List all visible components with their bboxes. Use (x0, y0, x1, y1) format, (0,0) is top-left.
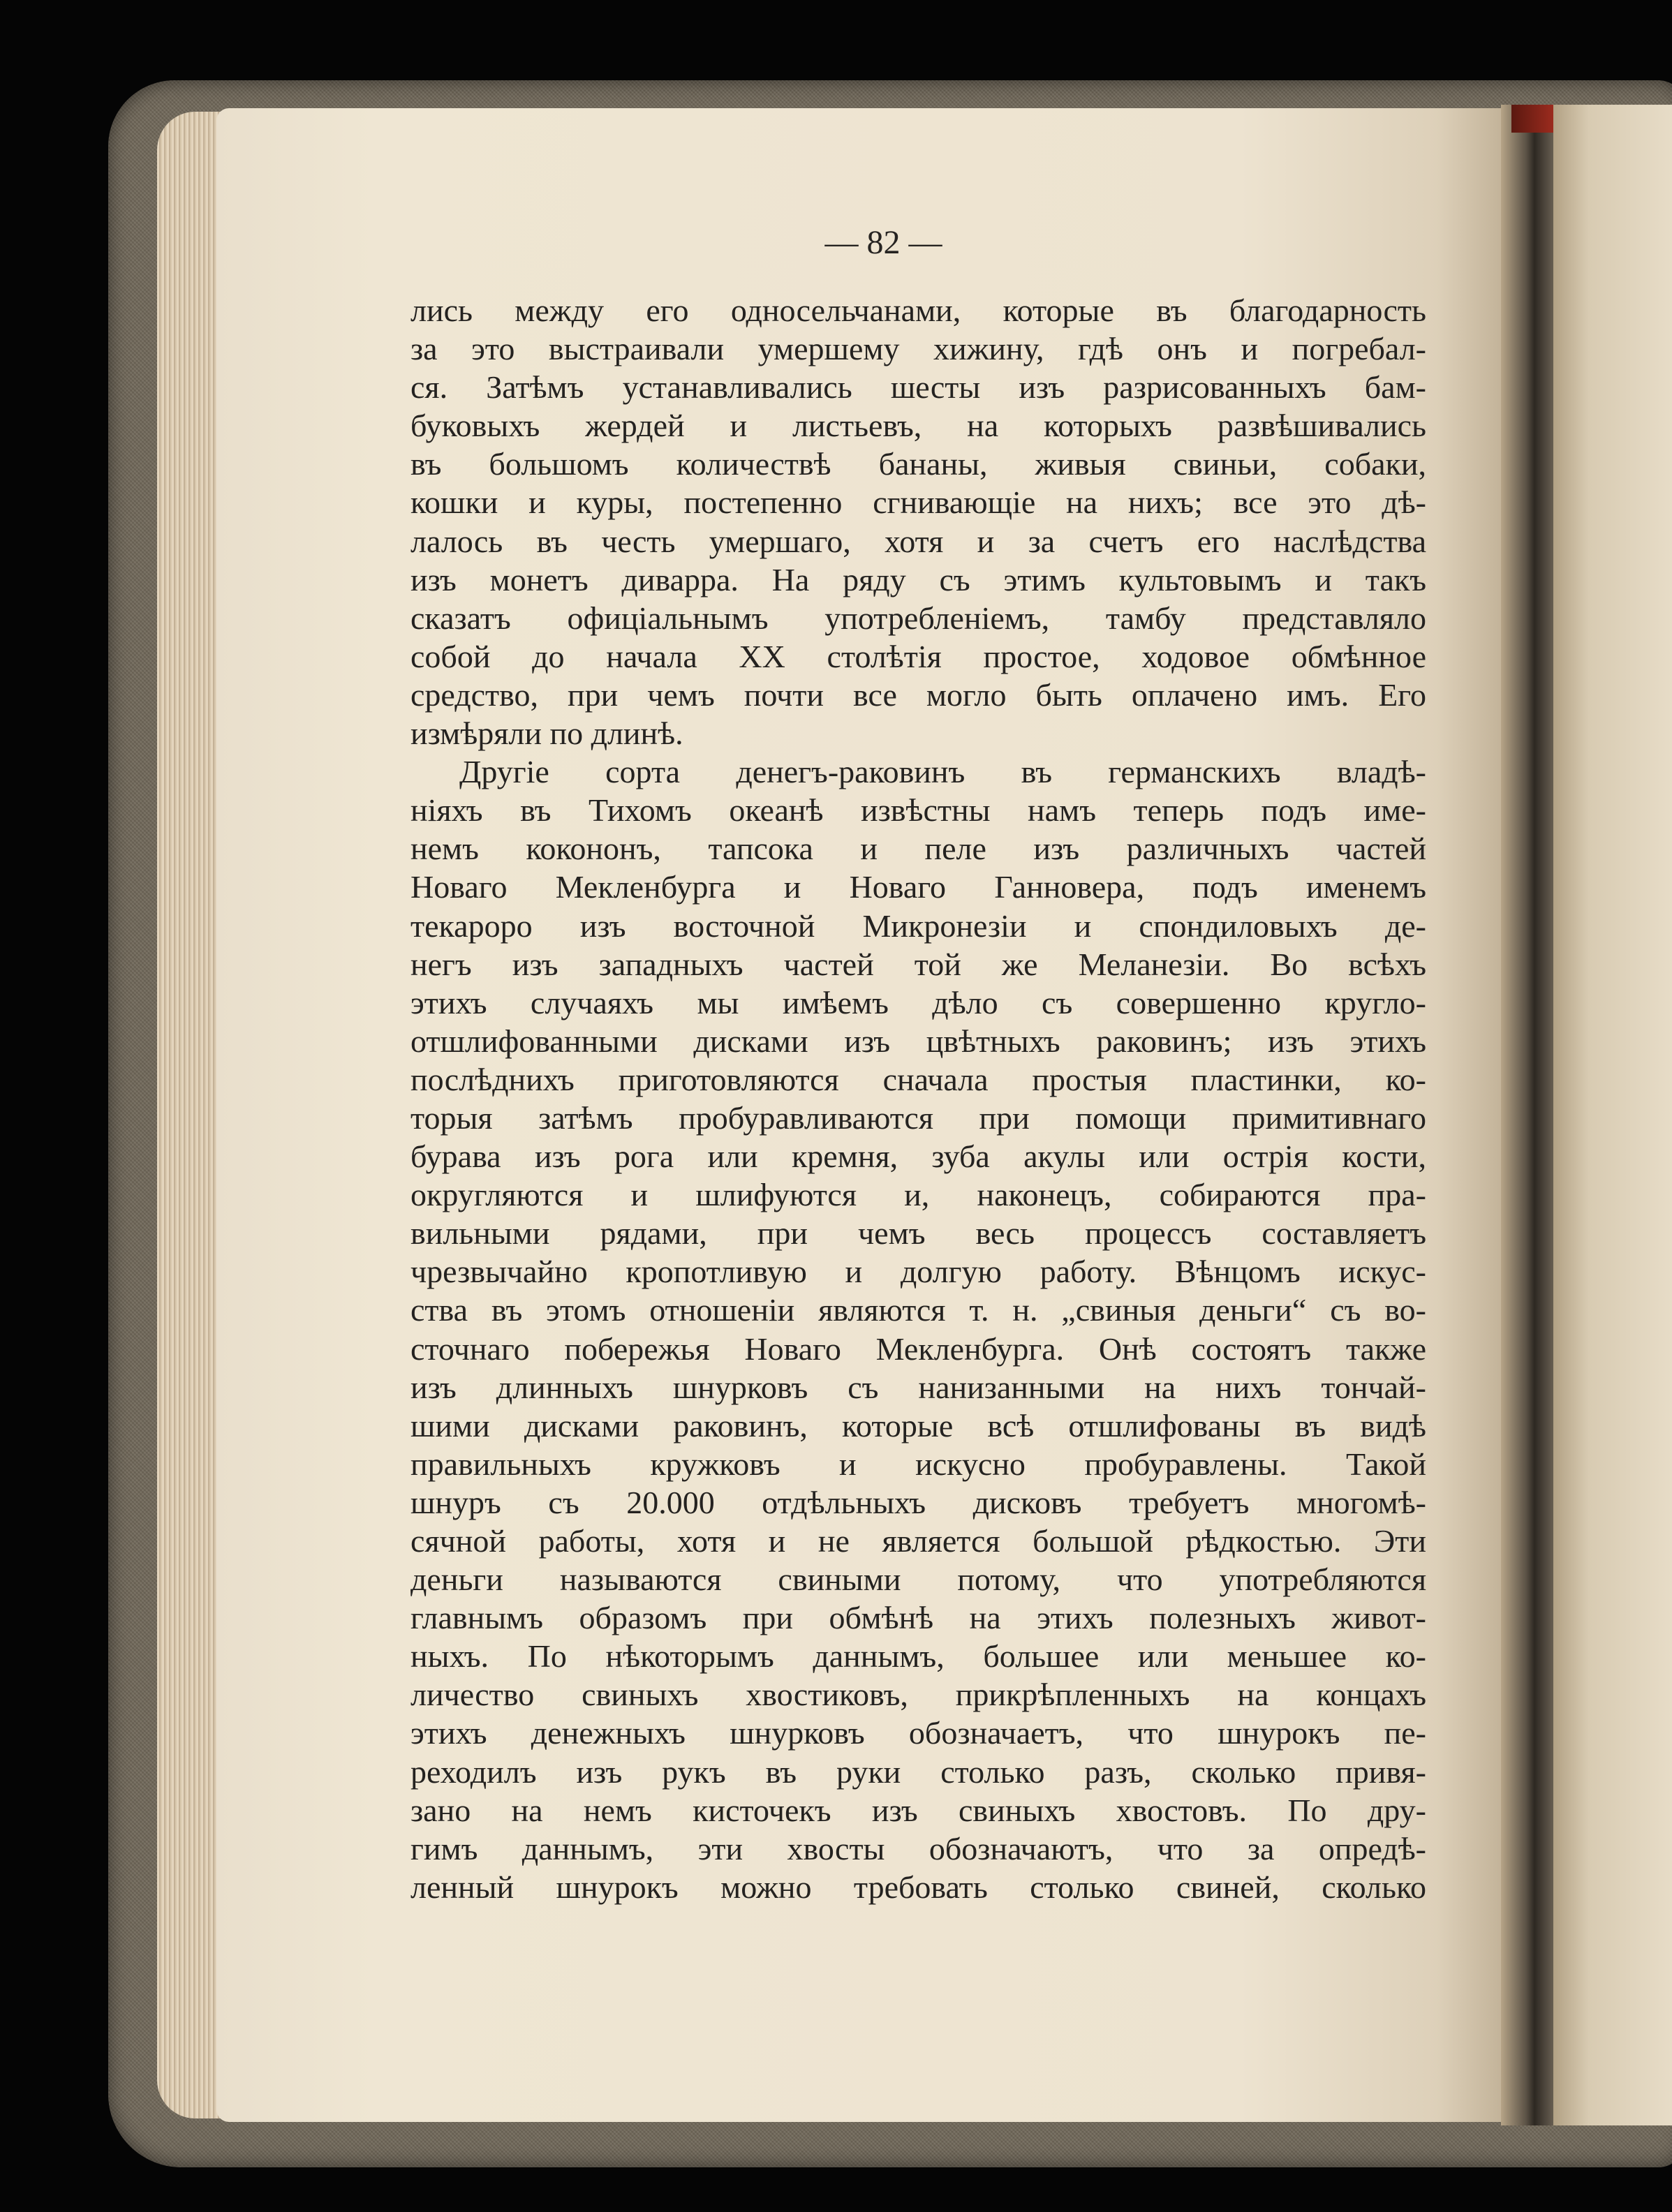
text-line: немъ кокононъ, тапсока и пеле изъ различныхъ частей (410, 831, 1426, 867)
text-line: сказатъ офиціальнымъ употребленіемъ, тамбу представляло (410, 600, 1426, 636)
body-text (410, 291, 1426, 1906)
text-line: измѣряли по длинѣ. (410, 715, 683, 752)
text-line: лалось въ честь умершаго, хотя и за счетъ его наслѣдства (410, 523, 1426, 559)
text-line: торыя затѣмъ пробуравливаются при помощи примитивнаго (410, 1099, 1426, 1136)
text-line: за это выстраивали умершему хижину, гдѣ онъ и погребал- (410, 331, 1426, 367)
text-line: изъ монетъ диварра. На ряду съ этимъ культовымъ и такъ (410, 561, 1426, 597)
text-line: округляются и шлифуются и, наконецъ, собираются пра- (410, 1177, 1426, 1213)
text-line: ніяхъ въ Тихомъ океанѣ извѣстны намъ теперь подъ име- (410, 792, 1426, 829)
text-line: негъ изъ западныхъ частей той же Меланезіи. Во всѣхъ (410, 946, 1426, 982)
text-line: сточнаго побережья Новаго Мекленбурга. Онѣ состоятъ также (410, 1330, 1426, 1367)
page-number: — 82 — (824, 224, 942, 261)
text-line: сячной работы, хотя и не является большой рѣдкостью. Эти (410, 1523, 1426, 1559)
text-line: этихъ случаяхъ мы имѣемъ дѣло съ совершенно кругло- (410, 984, 1426, 1020)
text-line: ныхъ. По нѣкоторымъ даннымъ, большее или меньшее ко- (410, 1638, 1426, 1675)
text-line: вильными рядами, при чемъ весь процессъ составляетъ (410, 1215, 1426, 1252)
text-line: чрезвычайно кропотливую и долгую работу. Вѣнцомъ искус- (410, 1254, 1426, 1290)
text-line: реходилъ изъ рукъ въ руки столько разъ, сколько привя- (410, 1753, 1426, 1790)
text-line: въ большомъ количествѣ бананы, живыя свиньи, собаки, (410, 446, 1426, 482)
text-line: шнуръ съ 20.000 отдѣльныхъ дисковъ требуетъ многомѣ- (410, 1484, 1426, 1520)
text-line: изъ длинныхъ шнурковъ съ нанизанными на нихъ тончай- (410, 1369, 1426, 1405)
text-line: ства въ этомъ отношеніи являются т. н. „свиныя деньги“ съ во- (410, 1292, 1426, 1328)
text-line: собой до начала XX столѣтія простое, ходовое обмѣнное (410, 638, 1426, 674)
text-line: правильныхъ кружковъ и искусно пробуравлены. Такой (410, 1446, 1426, 1482)
text-line: кошки и куры, постепенно сгнивающіе на нихъ; все это дѣ- (410, 484, 1426, 521)
facing-page-edge (1553, 105, 1672, 2125)
book-gutter (1501, 105, 1557, 2125)
text-line: этихъ денежныхъ шнурковъ обозначаетъ, что шнурокъ пе- (410, 1715, 1426, 1751)
text-line: зано на немъ кисточекъ изъ свиныхъ хвостовъ. По дру- (410, 1792, 1426, 1828)
text-line: лись между его односельчанами, которые въ благодарность (410, 292, 1426, 328)
text-line: ленный шнурокъ можно требовать столько свиней, сколько (410, 1869, 1426, 1905)
text-line: личество свиныхъ хвостиковъ, прикрѣпленныхъ на концахъ (410, 1677, 1426, 1713)
text-line: шими дисками раковинъ, которые всѣ отшлифованы въ видѣ (410, 1407, 1426, 1443)
text-line: послѣднихъ приготовляются сначала простыя пластинки, ко- (410, 1061, 1426, 1097)
bookmark-ribbon (1511, 105, 1553, 133)
text-line: Новаго Мекленбурга и Новаго Ганновера, подъ именемъ (410, 869, 1426, 905)
text-line: главнымъ образомъ при обмѣнѣ на этихъ полезныхъ живот- (410, 1600, 1426, 1636)
text-line: Другіе сорта денегъ-раковинъ въ германскихъ владѣ- (459, 754, 1426, 790)
text-line: ся. Затѣмъ устанавливались шесты изъ разрисованныхъ бам- (410, 369, 1426, 406)
text-line: средство, при чемъ почти все могло быть оплачено имъ. Его (410, 676, 1426, 713)
text-line: текароро изъ восточной Микронезіи и спондиловыхъ де- (410, 907, 1426, 944)
text-line: бурава изъ рога или кремня, зуба акулы или острія кости, (410, 1138, 1426, 1175)
text-line: буковыхъ жердей и листьевъ, на которыхъ развѣшивались (410, 408, 1426, 444)
text-line: отшлифованными дисками изъ цвѣтныхъ раковинъ; изъ этихъ (410, 1023, 1426, 1059)
text-line: гимъ даннымъ, эти хвосты обозначаютъ, что за опредѣ- (410, 1830, 1426, 1866)
text-line: деньги называются свиными потому, что употребляются (410, 1561, 1426, 1598)
